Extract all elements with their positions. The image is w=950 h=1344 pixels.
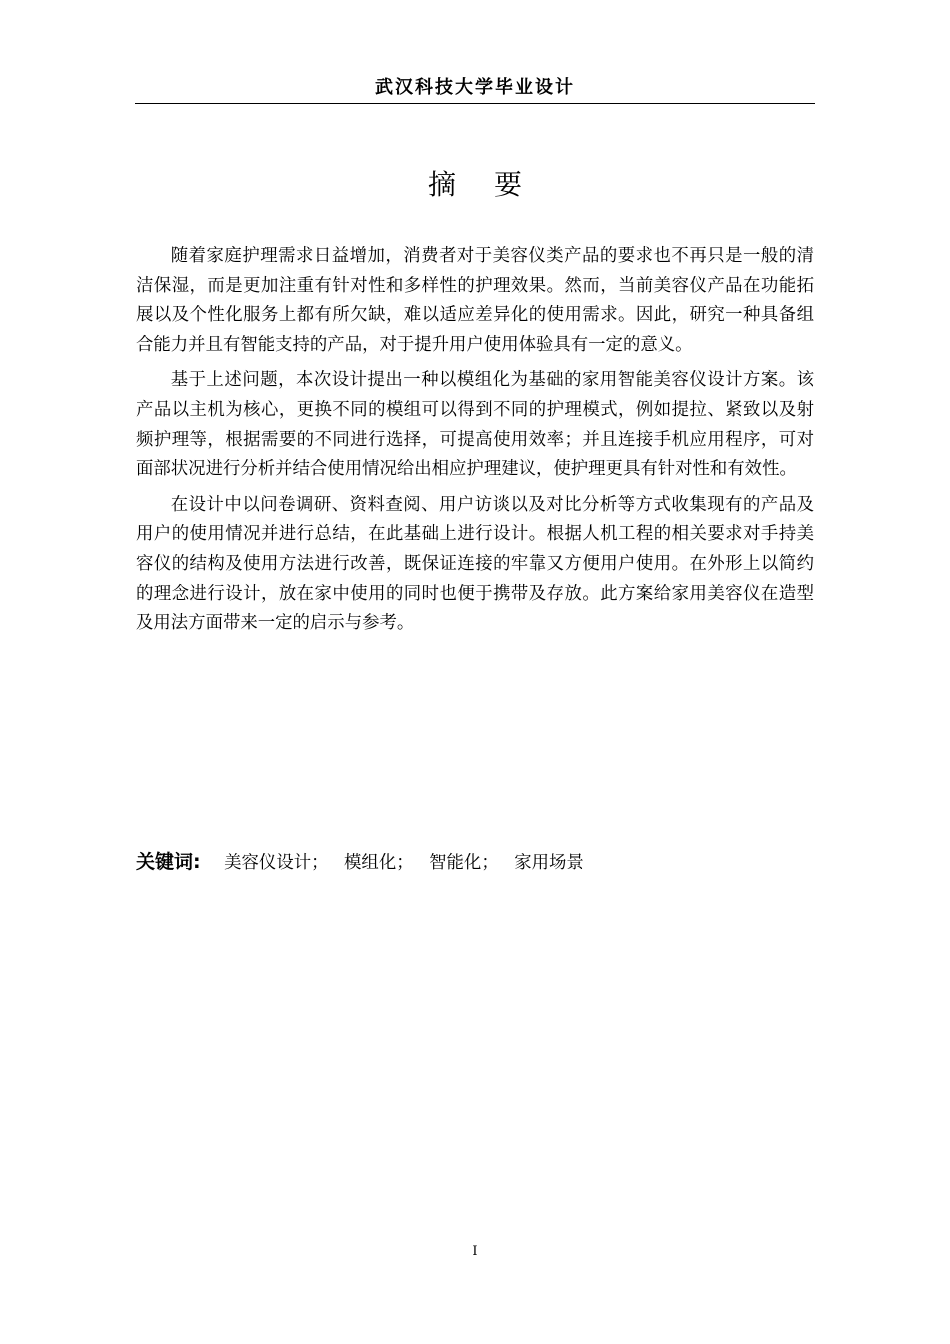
keyword-item: 智能化； — [429, 853, 499, 873]
keyword-item: 模组化； — [344, 853, 414, 873]
abstract-paragraph: 随着家庭护理需求日益增加，消费者对于美容仪类产品的要求也不再只是一般的清洁保湿，而是更加注重有针对性和多样性的护理效果。然而，当前美容仪产品在功能拓展以及个性化服务上都有所欠缺，难以适应差异化的使用需求。因此，研究一种具备组合能力并且有智能支持的产品，对于提升用户使用体验具有一定的意义。 — [136, 246, 814, 355]
abstract-title — [135, 166, 815, 204]
abstract-body — [136, 242, 814, 645]
keyword-item: 家用场景 — [514, 853, 584, 873]
keyword-item: 美容仪设计； — [224, 853, 329, 873]
abstract-title-char-2: 要 — [494, 168, 523, 201]
page-header: 武汉科技大学毕业设计 — [375, 77, 575, 98]
abstract-paragraph: 基于上述问题，本次设计提出一种以模组化为基础的家用智能美容仪设计方案。该产品以主机为核心，更换不同的模组可以得到不同的护理模式，例如提拉、紧致以及射频护理等，根据需要的不同进行选择，可提高使用效率；并且连接手机应用程序，可对面部状况进行分析并结合使用情况给出相应护理建议，使护理更具有针对性和有效性。 — [136, 370, 814, 480]
abstract-paragraph: 在设计中以问卷调研、资料查阅、用户访谈以及对比分析等方式收集现有的产品及用户的使用情况并进行总结，在此基础上进行设计。根据人机工程的相关要求对手持美容仪的结构及使用方法进行改善，既保证连接的牢靠又方便用户使用。在外形上以简约的理念进行设计，放在家中使用的同时也便于携带及存放。此方案给家用美容仪在造型及用法方面带来一定的启示与参考。 — [136, 494, 814, 634]
page-number: I — [472, 1244, 478, 1259]
header-divider — [135, 103, 815, 104]
keywords-line — [136, 847, 814, 878]
abstract-title-char-1: 摘 — [427, 168, 456, 201]
keywords-label: 关键词: — [136, 851, 201, 873]
